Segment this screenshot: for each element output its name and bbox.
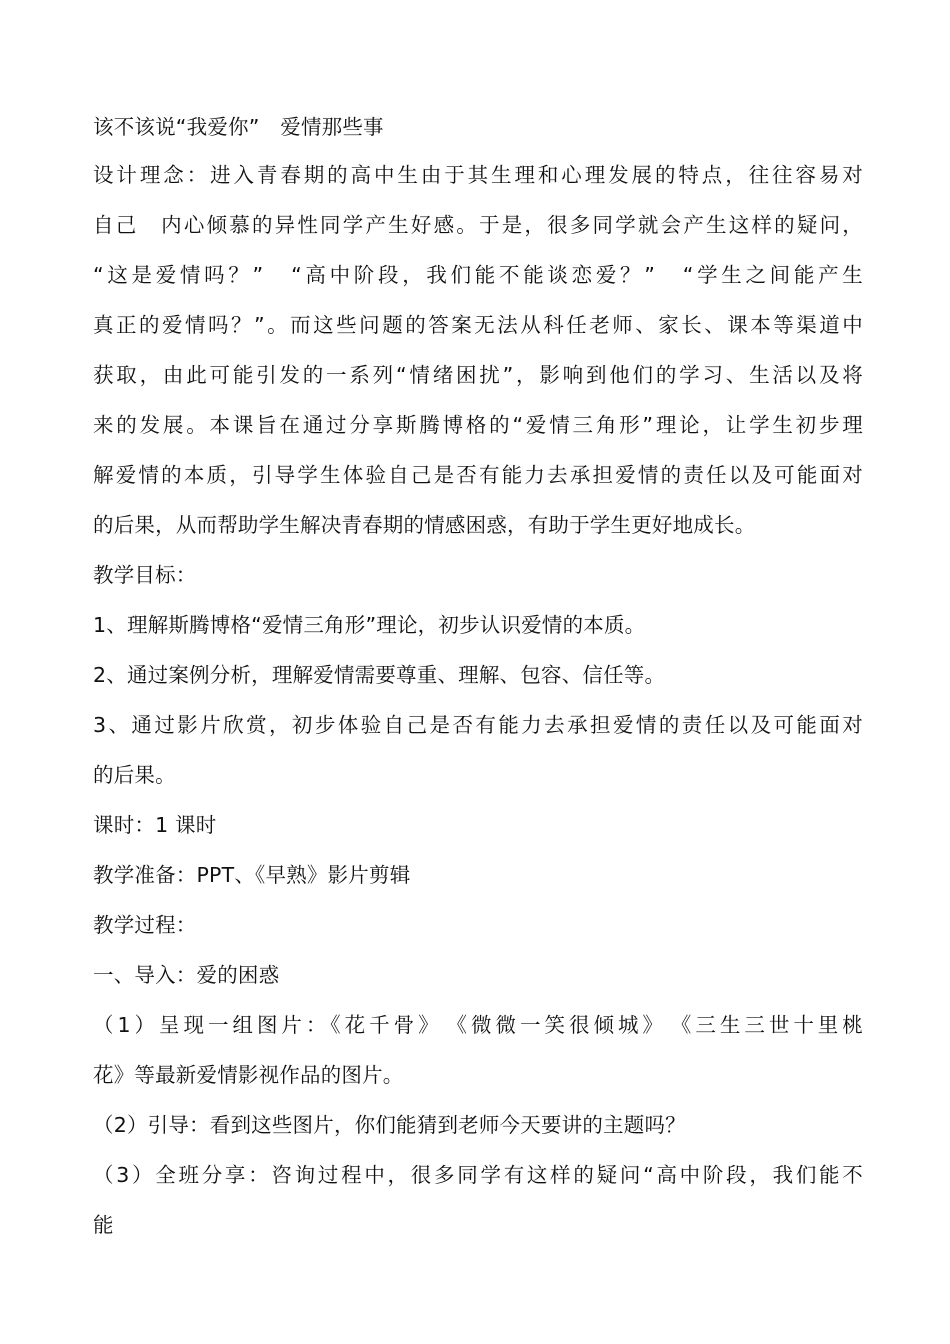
step-3-line-1: （3）全班分享：咨询过程中，很多同学有这样的疑问“高中阶段，我们能不: [93, 1163, 863, 1187]
objective-3-line-2: 的后果。: [93, 763, 176, 787]
design-concept-line-4: 真正的爱情吗？”。而这些问题的答案无法从科任老师、家长、课本等渠道中: [93, 313, 863, 337]
objective-1: 1、理解斯腾博格“爱情三角形”理论，初步认识爱情的本质。: [93, 613, 646, 637]
objective-2: 2、通过案例分析，理解爱情需要尊重、理解、包容、信任等。: [93, 663, 666, 687]
step-2: （2）引导：看到这些图片，你们能猜到老师今天要讲的主题吗？: [93, 1113, 686, 1137]
design-concept-line-3: “这是爱情吗？” “高中阶段，我们能不能谈恋爱？” “学生之间能产生: [93, 263, 863, 287]
design-concept-line-5: 获取，由此可能引发的一系列“情绪困扰”，影响到他们的学习、生活以及将: [93, 363, 863, 387]
design-concept-line-8: 的后果，从而帮助学生解决青春期的情感困惑，有助于学生更好地成长。: [93, 513, 756, 537]
step-1-line-2: 花》等最新爱情影视作品的图片。: [93, 1063, 404, 1087]
design-concept-line-2: 自己 内心倾慕的异性同学产生好感。于是，很多同学就会产生这样的疑问，: [93, 213, 863, 237]
process-heading: 教学过程：: [93, 913, 197, 937]
section-1-heading: 一、导入：爱的困惑: [93, 963, 280, 987]
design-concept-line-6: 来的发展。本课旨在通过分享斯腾博格的“爱情三角形”理论，让学生初步理: [93, 413, 863, 437]
design-concept-line-7: 解爱情的本质，引导学生体验自己是否有能力去承担爱情的责任以及可能面对: [93, 463, 863, 487]
document-title: 该不该说“我爱你” 爱情那些事: [93, 115, 384, 139]
design-concept-line-1: 设计理念：进入青春期的高中生由于其生理和心理发展的特点，往往容易对: [93, 163, 863, 187]
objectives-heading: 教学目标：: [93, 563, 197, 587]
class-hours: 课时：1 课时: [93, 813, 217, 837]
step-1-line-1: （1）呈现一组图片：《花千骨》 《微微一笑很倾城》 《三生三世十里桃: [93, 1013, 863, 1037]
objective-3-line-1: 3、通过影片欣赏，初步体验自己是否有能力去承担爱情的责任以及可能面对: [93, 713, 863, 737]
teaching-preparation: 教学准备：PPT、《早熟》影片剪辑: [93, 863, 411, 887]
step-3-line-2: 能: [93, 1213, 114, 1237]
